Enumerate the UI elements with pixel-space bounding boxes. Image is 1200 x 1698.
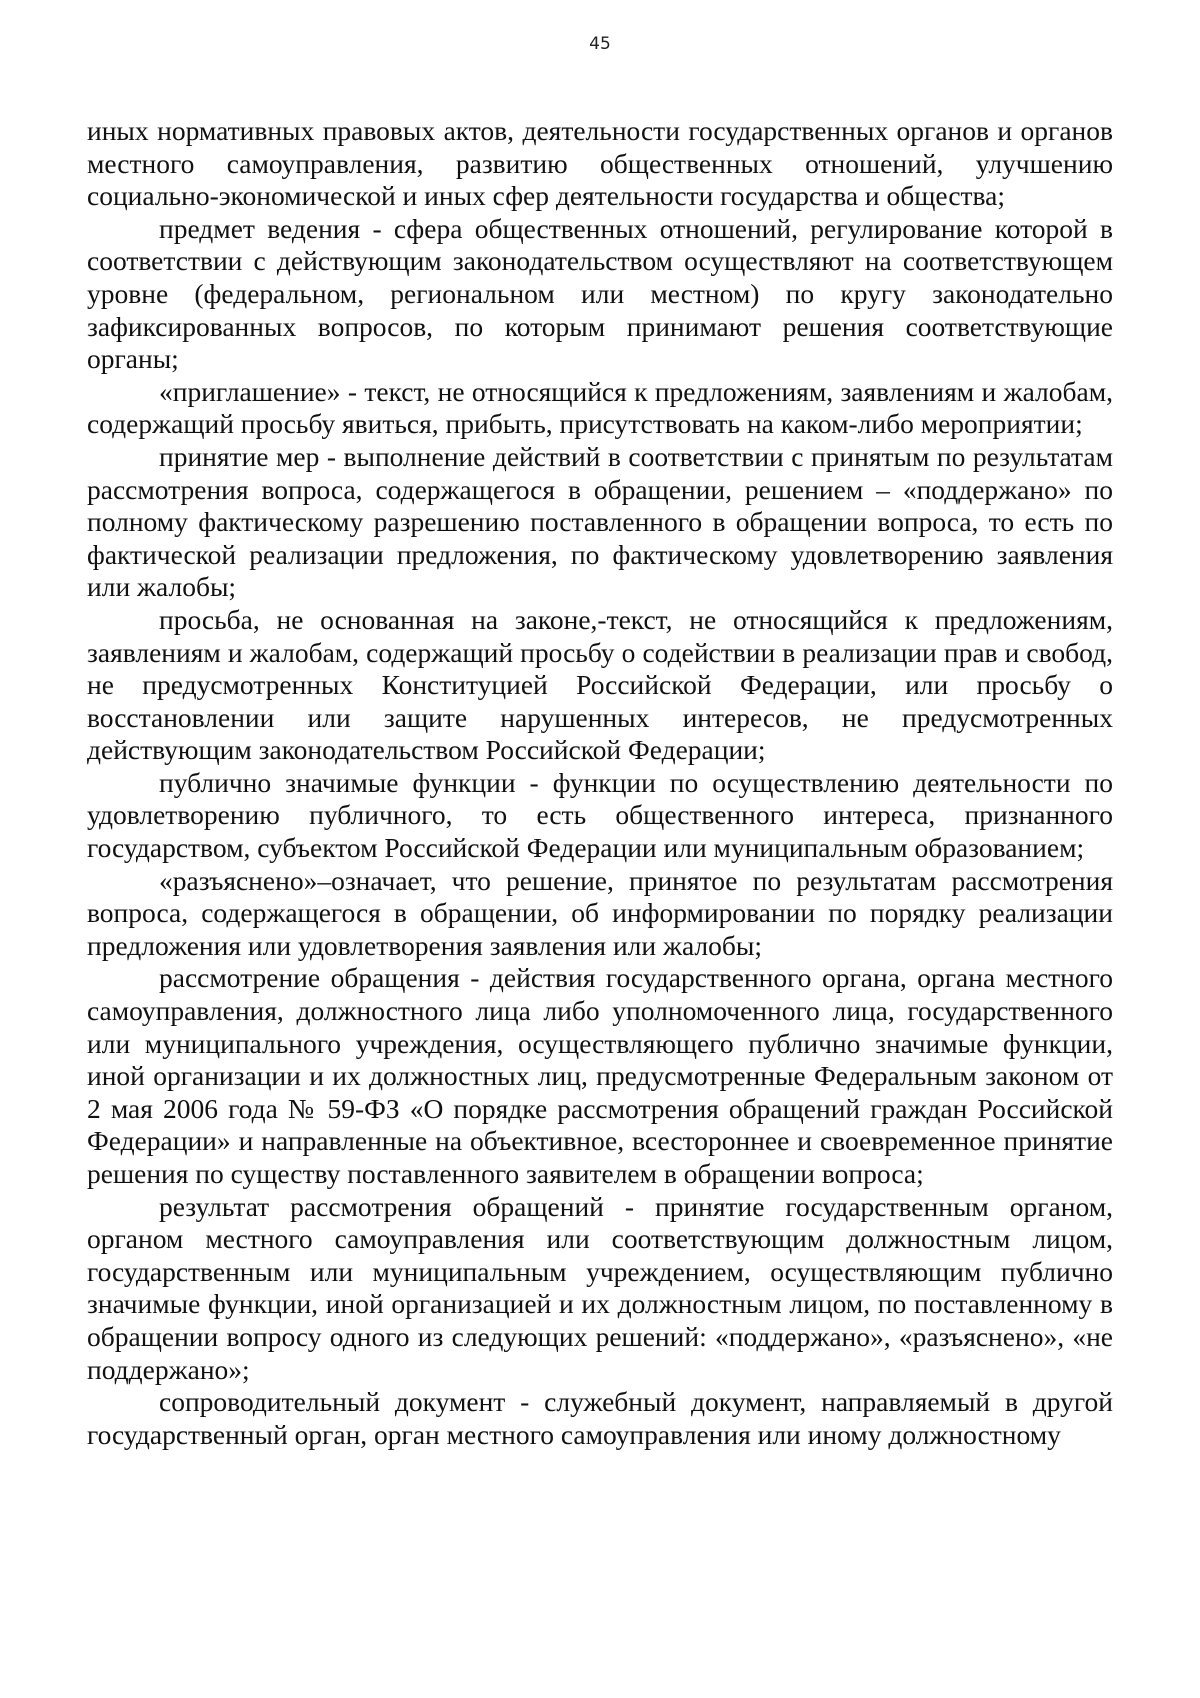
paragraph-definition-predmet-vedeniya: предмет ведения - сфера общественных отношений, регулирование которой в соответствии с действующим законодательством осуществляют на соответствующем уровне (федеральном, региональном или местном) по кругу законодательно зафиксированных вопросов, по которым принимают решения соответствующие органы; [87, 212, 1113, 375]
paragraph-definition-rezultat-rassmotreniya: результат рассмотрения обращений - принятие государственным органом, органом местного самоуправления или соответствующим должностным лицом, государственным или муниципальным учреждением, осуществляющим публично значимые функции, иной организацией и их должностным лицом, по поставленному в обращении вопросу одного из следующих решений: «поддержано», «разъяснено», «не поддержано»; [87, 1190, 1113, 1385]
document-body [87, 115, 1113, 1451]
paragraph-definition-rassmotrenie-obrashcheniya: рассмотрение обращения - действия государственного органа, органа местного самоуправления, должностного лица либо уполномоченного лица, государственного или муниципального учреждения, осуществляющего публично значимые функции, иной организации и их должностных лиц, предусмотренные Федеральным законом от 2 мая 2006 года № 59-ФЗ «О порядке рассмотрения обращений граждан Российской Федерации» и направленные на объективное, всестороннее и своевременное принятие решения по существу поставленного заявителем в обращении вопроса; [87, 962, 1113, 1189]
paragraph-definition-soprovoditelny-dokument: сопроводительный документ - служебный документ, направляемый в другой государственный орган, орган местного самоуправления или иному должностному [87, 1386, 1113, 1450]
paragraph-continuation: иных нормативных правовых актов, деятельности государственных органов и органов местного самоуправления, развитию общественных отношений, улучшению социально-экономической и иных сфер деятельности государства и общества; [87, 115, 1113, 212]
page-number: 45 [589, 34, 611, 54]
paragraph-definition-prosba: просьба, не основанная на законе,-текст, не относящийся к предложениям, заявлениям и жалобам, содержащий просьбу о содействии в реализации прав и свобод, не предусмотренных Конституцией Российской Федерации, или просьбу о восстановлении или защите нарушенных интересов, не предусмотренных действующим законодательством Российской Федерации; [87, 603, 1113, 766]
paragraph-definition-publichno-znachimye-funktsii: публично значимые функции - функции по осуществлению деятельности по удовлетворению публичного, то есть общественного интереса, признанного государством, субъектом Российской Федерации или муниципальным образованием; [87, 766, 1113, 864]
paragraph-definition-razyasneno: «разъяснено»–означает, что решение, принятое по результатам рассмотрения вопроса, содержащегося в обращении, об информировании по порядку реализации предложения или удовлетворения заявления или жалобы; [87, 864, 1113, 961]
paragraph-definition-priglashenie: «приглашение» - текст, не относящийся к предложениям, заявлениям и жалобам, содержащий просьбу явиться, прибыть, присутствовать на каком-либо мероприятии; [87, 375, 1113, 440]
paragraph-definition-prinyatie-mer: принятие мер - выполнение действий в соответствии с принятым по результатам рассмотрения вопроса, содержащегося в обращении, решением – «поддержано» по полному фактическому разрешению поставленного в обращении вопроса, то есть по фактической реализации предложения, по фактическому удовлетворению заявления или жалобы; [87, 440, 1113, 603]
